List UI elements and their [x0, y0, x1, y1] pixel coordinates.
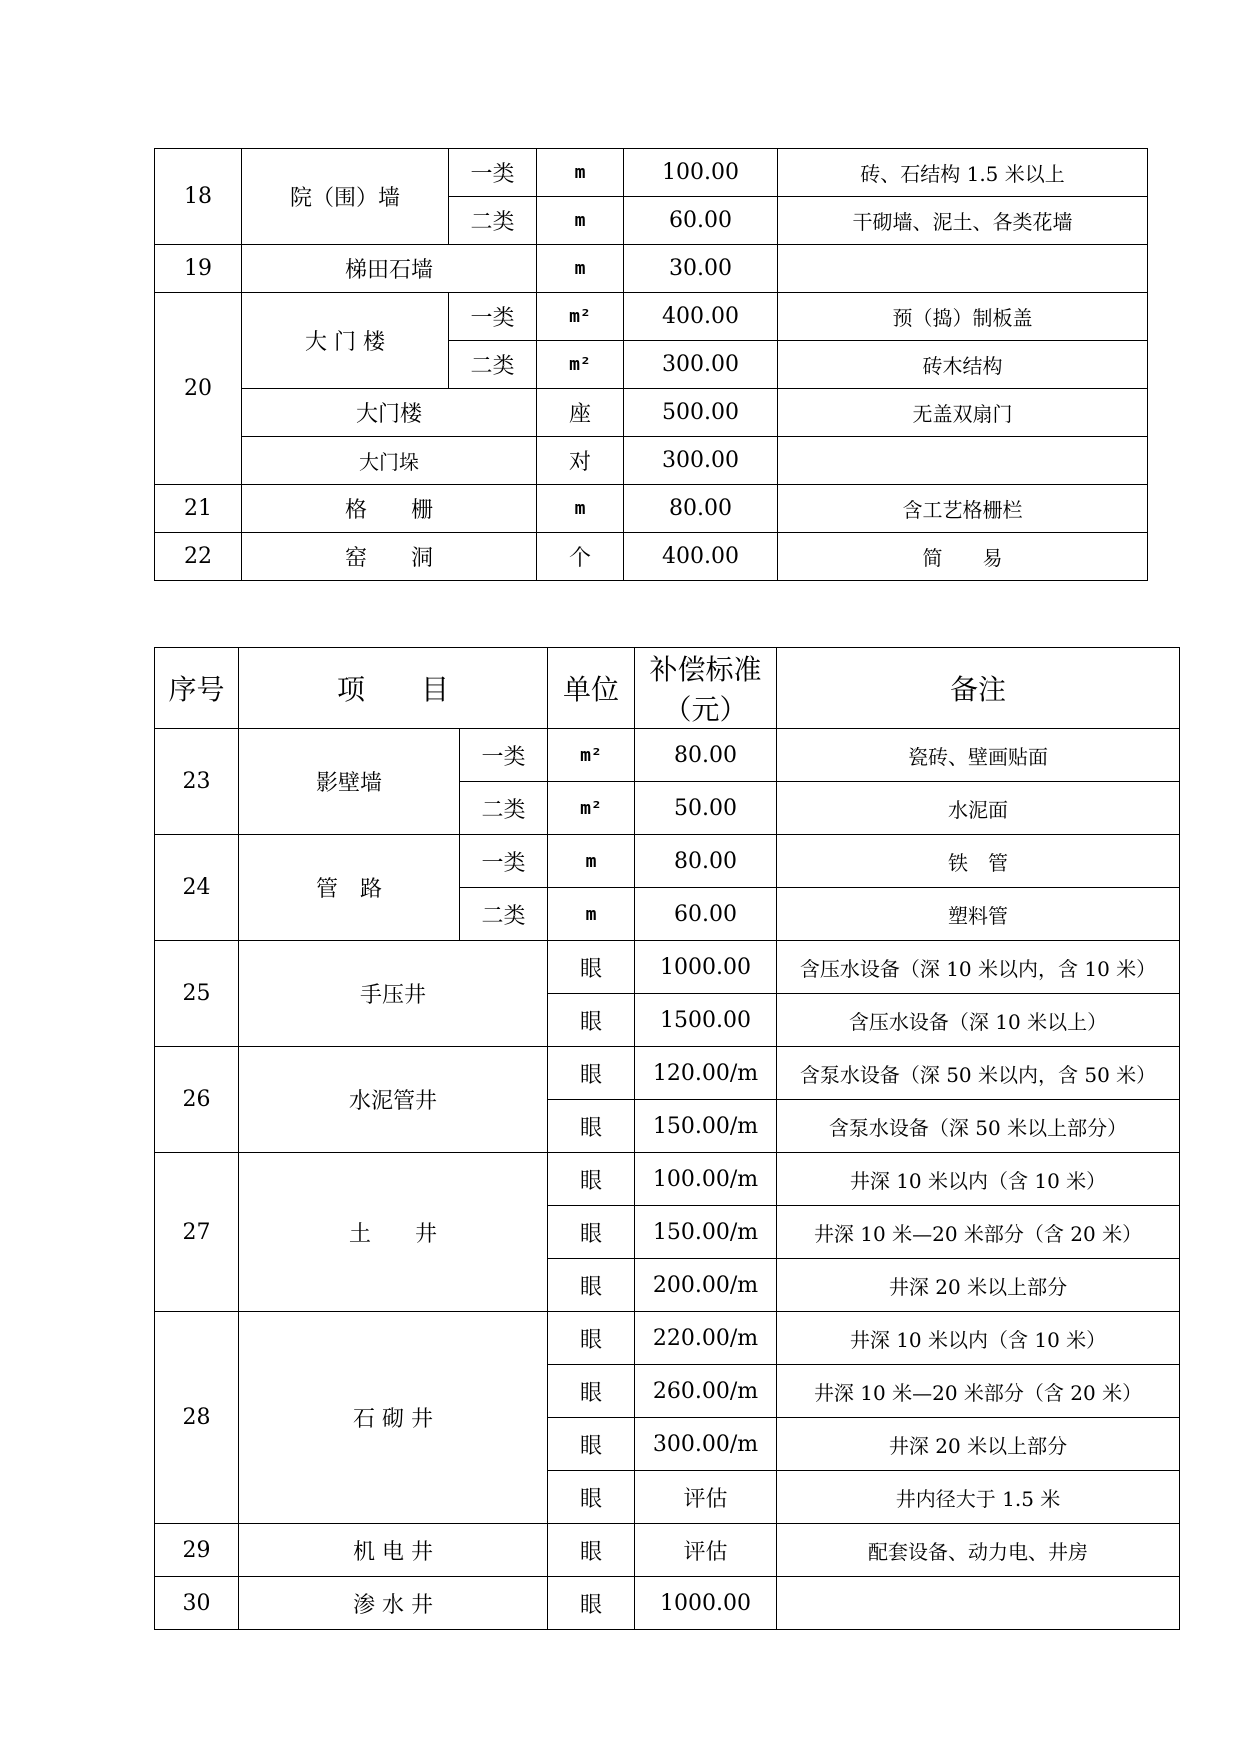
item-class: 一类: [460, 729, 548, 782]
row-number: 24: [155, 835, 239, 941]
row-number: 25: [155, 941, 239, 1047]
table-row: [155, 245, 1148, 293]
item-name: 影壁墙: [239, 729, 460, 835]
price: 300.00/m: [635, 1418, 777, 1471]
price: 300.00: [624, 341, 778, 389]
table-row: [155, 1153, 1180, 1206]
item-name: 石 砌 井: [239, 1312, 548, 1524]
price: 220.00/m: [635, 1312, 777, 1365]
item-name: 大门楼: [242, 389, 537, 437]
price: 200.00/m: [635, 1259, 777, 1312]
price: 评估: [635, 1471, 777, 1524]
header-item: 项 目: [239, 648, 548, 729]
row-number: 19: [155, 245, 242, 293]
price: 80.00: [635, 835, 777, 888]
item-class: 二类: [460, 888, 548, 941]
price: 1500.00: [635, 994, 777, 1047]
item-class: 一类: [449, 293, 537, 341]
note: 简 易: [778, 533, 1148, 581]
item-name: 大门垛: [242, 437, 537, 485]
note: 井内径大于 1.5 米: [777, 1471, 1180, 1524]
unit: m: [537, 245, 624, 293]
item-class: 一类: [449, 149, 537, 197]
price: 400.00: [624, 533, 778, 581]
unit: m: [537, 485, 624, 533]
table-row: [155, 293, 1148, 341]
price: 260.00/m: [635, 1365, 777, 1418]
table-row: [155, 437, 1148, 485]
unit: m²: [537, 341, 624, 389]
note: 井深 10 米—20 米部分（含 20 米）: [777, 1365, 1180, 1418]
note: 砖、石结构 1.5 米以上: [778, 149, 1148, 197]
unit: 眼: [548, 1312, 635, 1365]
price: 30.00: [624, 245, 778, 293]
unit: 眼: [548, 1577, 635, 1630]
price: 150.00/m: [635, 1206, 777, 1259]
item-name: 手压井: [239, 941, 548, 1047]
table-row: [155, 835, 1180, 888]
note: 井深 10 米以内（含 10 米）: [777, 1153, 1180, 1206]
header-number: 序号: [155, 648, 239, 729]
row-number: 23: [155, 729, 239, 835]
price: 120.00/m: [635, 1047, 777, 1100]
unit: m²: [548, 729, 635, 782]
table-row: [155, 729, 1180, 782]
table-row: [155, 941, 1180, 994]
price: 1000.00: [635, 1577, 777, 1630]
unit: 眼: [548, 1100, 635, 1153]
price: 150.00/m: [635, 1100, 777, 1153]
item-name: 格 栅: [242, 485, 537, 533]
note: 铁 管: [777, 835, 1180, 888]
row-number: 30: [155, 1577, 239, 1630]
table-header-row: [155, 648, 1180, 729]
price: 500.00: [624, 389, 778, 437]
unit: m: [548, 835, 635, 888]
unit: m²: [548, 782, 635, 835]
table-row: [155, 1312, 1180, 1365]
price: 400.00: [624, 293, 778, 341]
unit: 个: [537, 533, 624, 581]
note: 井深 20 米以上部分: [777, 1418, 1180, 1471]
unit: m: [548, 888, 635, 941]
unit: 眼: [548, 1365, 635, 1418]
row-number: 18: [155, 149, 242, 245]
price: 300.00: [624, 437, 778, 485]
note: 砖木结构: [778, 341, 1148, 389]
unit: 眼: [548, 994, 635, 1047]
table-row: [155, 1524, 1180, 1577]
note: 井深 20 米以上部分: [777, 1259, 1180, 1312]
note: 无盖双扇门: [778, 389, 1148, 437]
price: 100.00/m: [635, 1153, 777, 1206]
header-note: 备注: [777, 648, 1180, 729]
unit: 对: [537, 437, 624, 485]
item-class: 一类: [460, 835, 548, 888]
table-row: [155, 149, 1148, 197]
item-name: 水泥管井: [239, 1047, 548, 1153]
note: 含泵水设备（深 50 米以内，含 50 米）: [777, 1047, 1180, 1100]
table-row: [155, 485, 1148, 533]
item-name: 院（围）墙: [242, 149, 449, 245]
unit: m: [537, 197, 624, 245]
note: 塑料管: [777, 888, 1180, 941]
note: 水泥面: [777, 782, 1180, 835]
item-name: 机 电 井: [239, 1524, 548, 1577]
price: 评估: [635, 1524, 777, 1577]
table-row: [155, 1047, 1180, 1100]
compensation-table-2: [154, 647, 1180, 1630]
note: 井深 10 米以内（含 10 米）: [777, 1312, 1180, 1365]
unit: 眼: [548, 1259, 635, 1312]
unit: 座: [537, 389, 624, 437]
price: 100.00: [624, 149, 778, 197]
item-name: 窑 洞: [242, 533, 537, 581]
note: 井深 10 米—20 米部分（含 20 米）: [777, 1206, 1180, 1259]
table-row: [155, 533, 1148, 581]
price: 60.00: [624, 197, 778, 245]
compensation-table-1: [154, 148, 1148, 581]
item-class: 二类: [449, 341, 537, 389]
unit: 眼: [548, 941, 635, 994]
note: [778, 437, 1148, 485]
item-class: 二类: [449, 197, 537, 245]
unit: 眼: [548, 1153, 635, 1206]
note: 配套设备、动力电、井房: [777, 1524, 1180, 1577]
row-number: 28: [155, 1312, 239, 1524]
header-unit: 单位: [548, 648, 635, 729]
unit: 眼: [548, 1524, 635, 1577]
price: 80.00: [635, 729, 777, 782]
item-name: 管 路: [239, 835, 460, 941]
row-number: 29: [155, 1524, 239, 1577]
unit: 眼: [548, 1418, 635, 1471]
price: 1000.00: [635, 941, 777, 994]
note: 预（捣）制板盖: [778, 293, 1148, 341]
note: [777, 1577, 1180, 1630]
note: 瓷砖、壁画贴面: [777, 729, 1180, 782]
item-name: 大 门 楼: [242, 293, 449, 389]
row-number: 22: [155, 533, 242, 581]
table-row: [155, 1577, 1180, 1630]
header-price: 补偿标准（元）: [635, 648, 777, 729]
price: 80.00: [624, 485, 778, 533]
note: [778, 245, 1148, 293]
unit: m²: [537, 293, 624, 341]
note: 含泵水设备（深 50 米以上部分）: [777, 1100, 1180, 1153]
note: 含压水设备（深 10 米以内，含 10 米）: [777, 941, 1180, 994]
unit: 眼: [548, 1047, 635, 1100]
item-class: 二类: [460, 782, 548, 835]
unit: m: [537, 149, 624, 197]
unit: 眼: [548, 1471, 635, 1524]
row-number: 26: [155, 1047, 239, 1153]
row-number: 20: [155, 293, 242, 485]
item-name: 土 井: [239, 1153, 548, 1312]
item-name: 梯田石墙: [242, 245, 537, 293]
table-row: [155, 389, 1148, 437]
note: 含压水设备（深 10 米以上）: [777, 994, 1180, 1047]
note: 干砌墙、泥土、各类花墙: [778, 197, 1148, 245]
price: 50.00: [635, 782, 777, 835]
item-name: 渗 水 井: [239, 1577, 548, 1630]
row-number: 21: [155, 485, 242, 533]
price: 60.00: [635, 888, 777, 941]
row-number: 27: [155, 1153, 239, 1312]
unit: 眼: [548, 1206, 635, 1259]
note: 含工艺格栅栏: [778, 485, 1148, 533]
